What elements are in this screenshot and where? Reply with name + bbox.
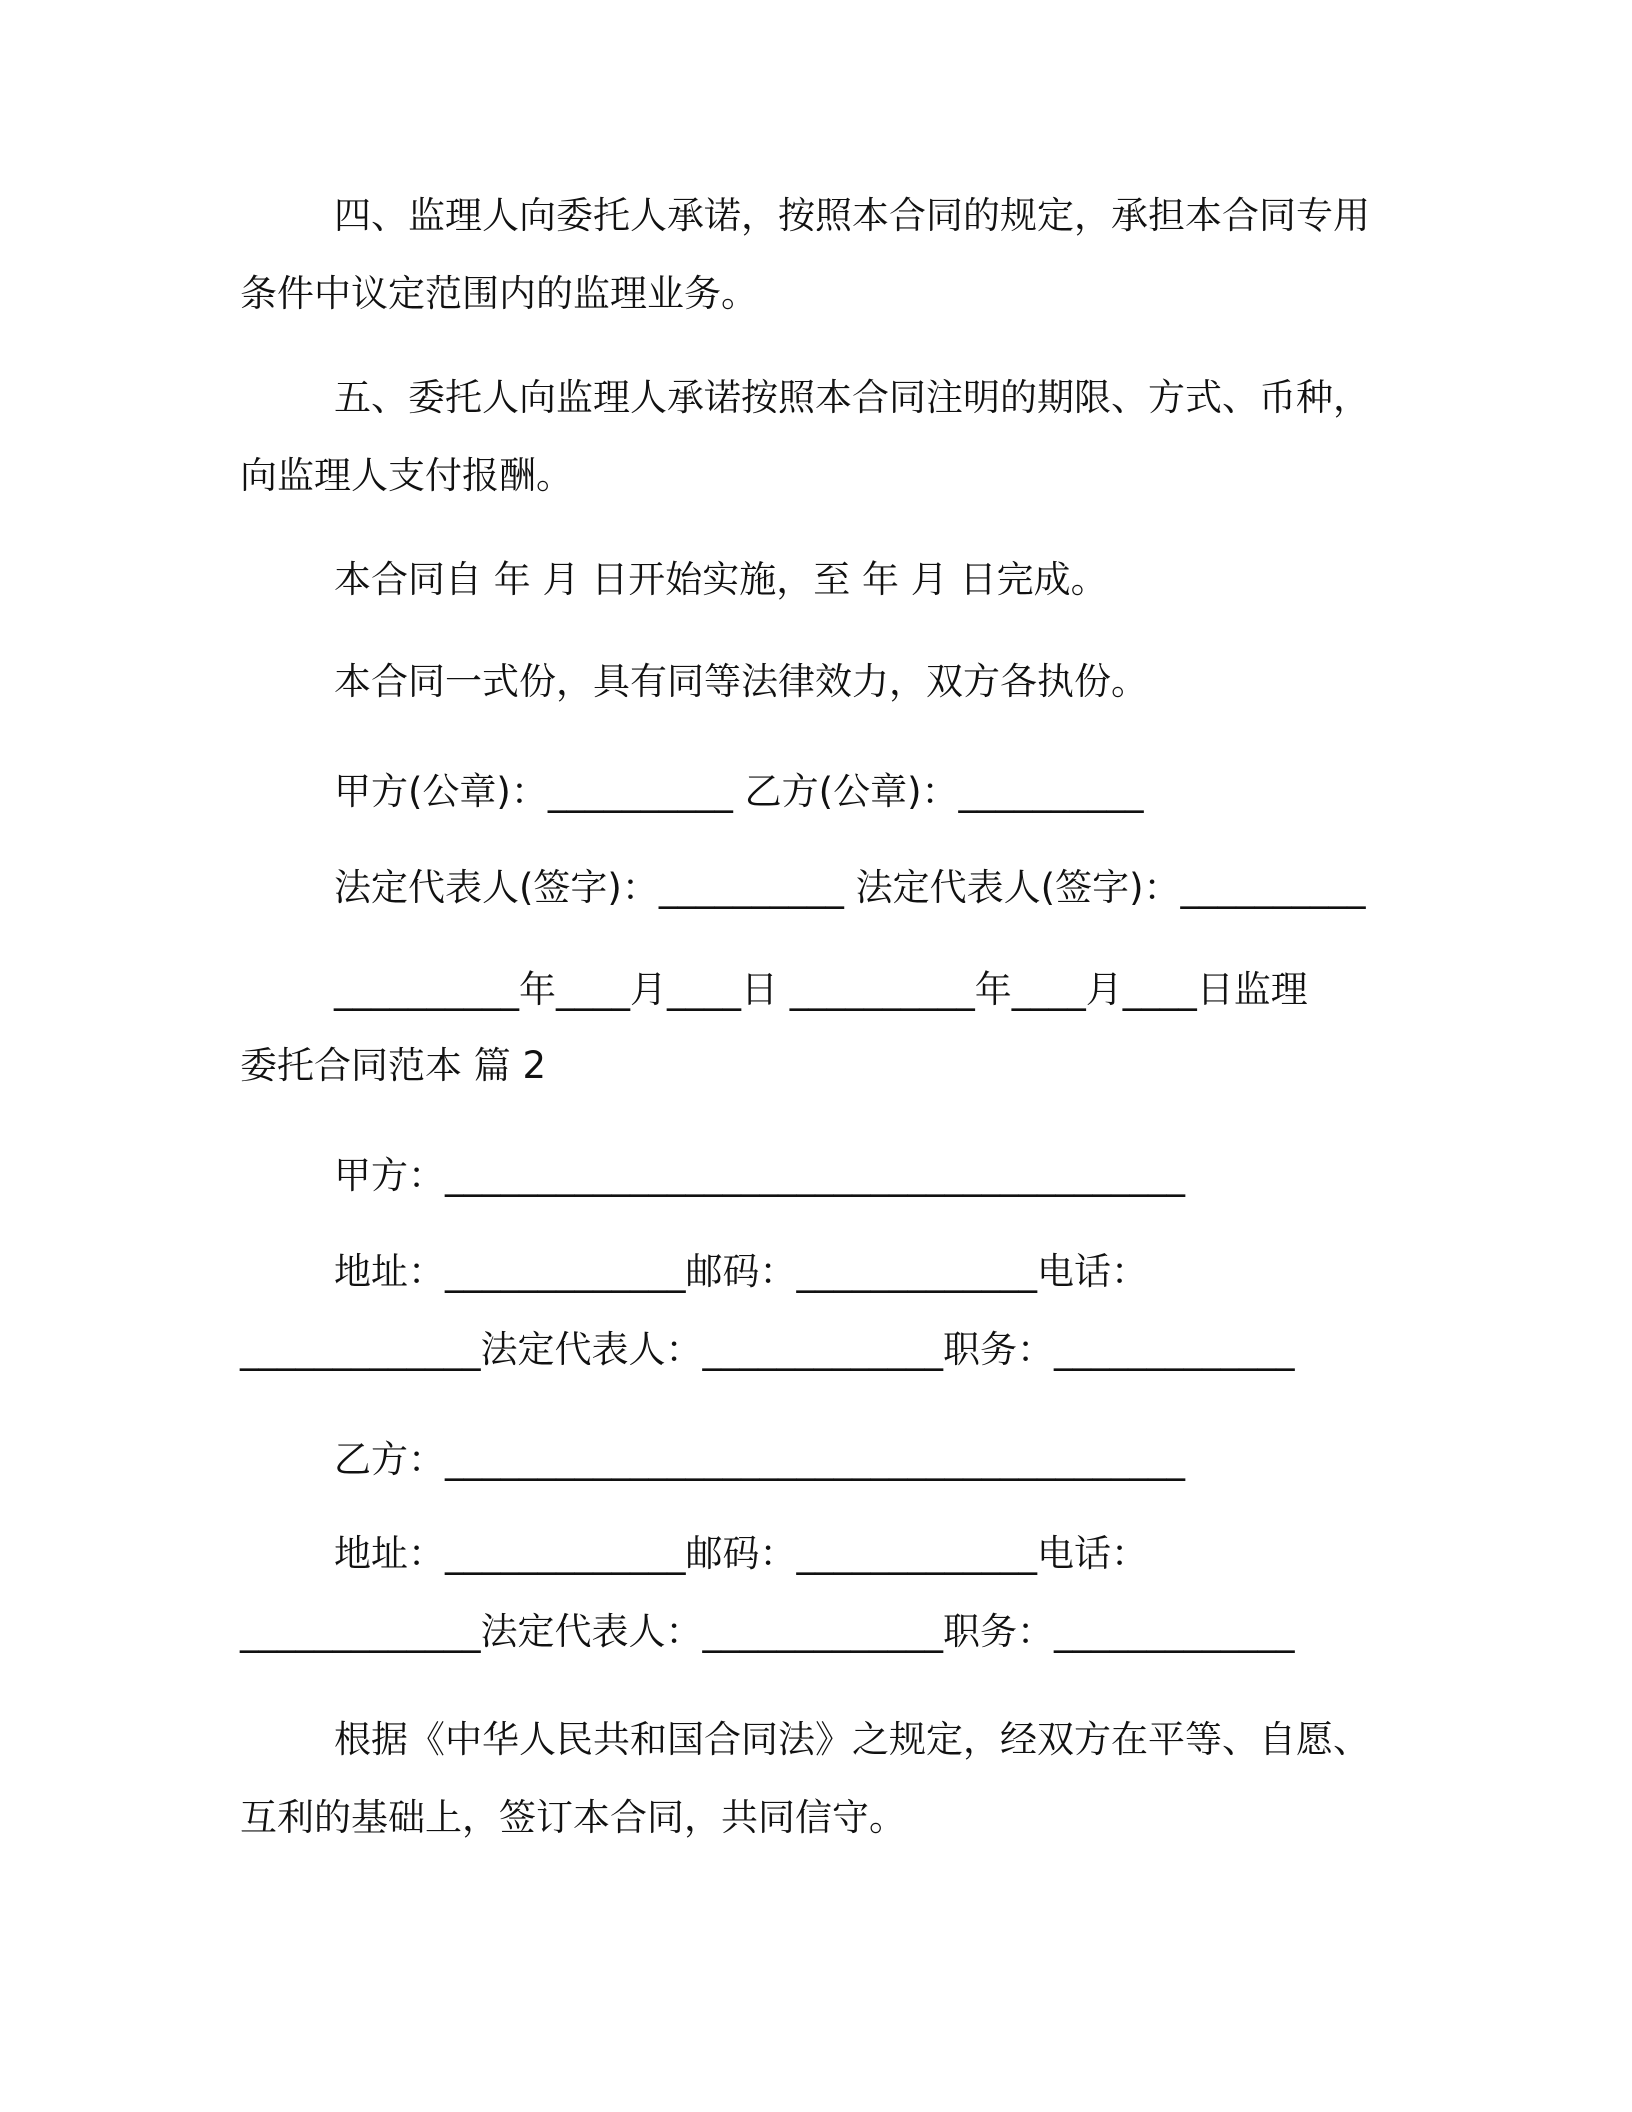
party-seal-line: 甲方(公章)：__________ 乙方(公章)：__________: [334, 770, 1144, 813]
party-b-line: 乙方：________________________________________: [334, 1438, 1185, 1481]
contract-term-line: 本合同自 年 月 日开始实施，至 年 月 日完成。: [334, 558, 1108, 601]
preamble-line-1: 根据《中华人民共和国合同法》之规定，经双方在平等、自愿、: [334, 1718, 1370, 1761]
clause-five-line-1: 五、委托人向监理人承诺按照本合同注明的期限、方式、币种，: [334, 376, 1370, 419]
date-line: __________年____月____日 __________年____月____日监理: [334, 968, 1308, 1011]
party-a-address-line: 地址：_____________邮码：_____________电话：: [334, 1250, 1148, 1293]
party-b-address-line: 地址：_____________邮码：_____________电话：: [334, 1532, 1148, 1575]
copies-line: 本合同一式份，具有同等法律效力，双方各执份。: [334, 660, 1148, 703]
clause-five-line-2: 向监理人支付报酬。: [240, 454, 573, 497]
section-title: 委托合同范本 篇 2: [240, 1044, 547, 1087]
preamble-line-2: 互利的基础上，签订本合同，共同信守。: [240, 1796, 906, 1839]
party-b-rep-line: _____________法定代表人：_____________职务：_____________: [240, 1610, 1295, 1653]
party-a-rep-line: _____________法定代表人：_____________职务：_____________: [240, 1328, 1295, 1371]
legal-rep-signature-line: 法定代表人(签字)：__________ 法定代表人(签字)：__________: [334, 866, 1366, 909]
clause-four-line-2: 条件中议定范围内的监理业务。: [240, 272, 758, 315]
clause-four-line-1: 四、监理人向委托人承诺，按照本合同的规定，承担本合同专用: [334, 194, 1370, 237]
party-a-line: 甲方：________________________________________: [334, 1154, 1185, 1197]
